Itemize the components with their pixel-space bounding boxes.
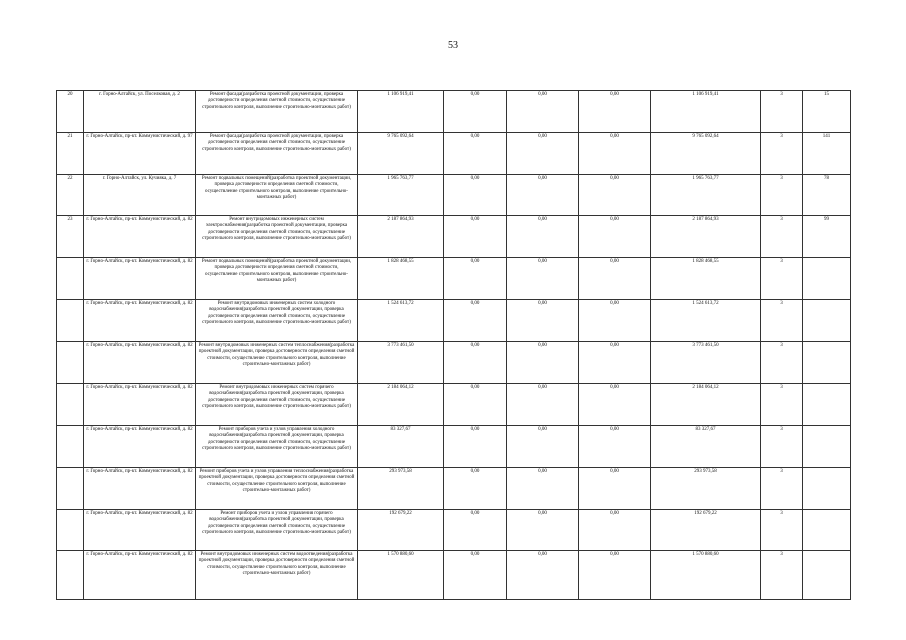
work-description-cell: Ремонт подвальных помещений(разработка проектной документации, проверка достоверности определения сметной стоимости, осуществление строительного контроля, выполнение строительно-монтажных работ) (196, 175, 358, 216)
last-cell (803, 384, 851, 426)
address-cell: г. Горно-Алтайск, пр-кт. Коммунистический, д. 82 (84, 551, 196, 600)
fund-cell-2: 0,00 (507, 300, 579, 342)
row-number (57, 342, 84, 384)
table-row (57, 468, 851, 510)
last-cell (803, 551, 851, 600)
year-cell: 3 (761, 342, 803, 384)
year-cell: 3 (761, 384, 803, 426)
fund-cell-3: 0,00 (579, 258, 651, 300)
table-body (57, 91, 851, 600)
total-cost-cell: 83 327,67 (358, 426, 444, 468)
table-row (57, 91, 851, 133)
last-cell: 99 (803, 216, 851, 258)
owners-funds-cell: 1 965 763,77 (651, 175, 761, 216)
table-row (57, 510, 851, 551)
work-description-cell: Ремонт внутридомовых инженерных систем холодного водоснабжения(разработка проектной документации, проверка достоверности определения сметной стоимости, осуществление строительного контроля, выполнение строительно-монтажных работ) (196, 300, 358, 342)
total-cost-cell: 293 973,58 (358, 468, 444, 510)
fund-cell-1: 0,00 (444, 300, 507, 342)
fund-cell-3: 0,00 (579, 133, 651, 175)
table-row (57, 133, 851, 175)
fund-cell-1: 0,00 (444, 175, 507, 216)
table-row (57, 216, 851, 258)
table-row (57, 342, 851, 384)
fund-cell-3: 0,00 (579, 551, 651, 600)
address-cell: г. Горно-Алтайск, пр-кт. Коммунистический, д. 82 (84, 258, 196, 300)
owners-funds-cell: 2 187 864,93 (651, 216, 761, 258)
fund-cell-1: 0,00 (444, 342, 507, 384)
row-number (57, 510, 84, 551)
owners-funds-cell: 1 570 880,60 (651, 551, 761, 600)
row-number: 20 (57, 91, 84, 133)
year-cell: 3 (761, 300, 803, 342)
total-cost-cell: 9 765 092,64 (358, 133, 444, 175)
table-row (57, 300, 851, 342)
fund-cell-2: 0,00 (507, 426, 579, 468)
row-number (57, 551, 84, 600)
row-number (57, 426, 84, 468)
work-description-cell: Ремонт внутридомовых инженерных систем теплоснабжения(разработка проектной документации, проверка достоверности определения сметной стоимости, осуществление строительного контроля, выполнение строительно-монтажных работ) (196, 342, 358, 384)
last-cell (803, 300, 851, 342)
year-cell: 3 (761, 510, 803, 551)
year-cell: 3 (761, 426, 803, 468)
owners-funds-cell: 9 765 092,64 (651, 133, 761, 175)
owners-funds-cell: 3 773 461,50 (651, 342, 761, 384)
fund-cell-2: 0,00 (507, 342, 579, 384)
fund-cell-1: 0,00 (444, 468, 507, 510)
fund-cell-2: 0,00 (507, 133, 579, 175)
total-cost-cell: 2 187 864,93 (358, 216, 444, 258)
year-cell: 3 (761, 91, 803, 133)
fund-cell-2: 0,00 (507, 258, 579, 300)
address-cell: г. Горно-Алтайск, ул. Поселковая, д. 2 (84, 91, 196, 133)
last-cell (803, 426, 851, 468)
fund-cell-3: 0,00 (579, 300, 651, 342)
row-number (57, 468, 84, 510)
table-row (57, 384, 851, 426)
fund-cell-1: 0,00 (444, 426, 507, 468)
work-description-cell: Ремонт приборов учета и узлов управления холодного водоснабжения(разработка проектной документации, проверка достоверности определения сметной стоимости, осуществление строительного контроля, выполнение строительно-монтажных работ) (196, 426, 358, 468)
fund-cell-2: 0,00 (507, 91, 579, 133)
address-cell: г. Горно-Алтайск, пр-кт. Коммунистический, д. 82 (84, 426, 196, 468)
table-row (57, 175, 851, 216)
address-cell: г. Горно-Алтайск, пр-кт. Коммунистический, д. 82 (84, 300, 196, 342)
fund-cell-1: 0,00 (444, 258, 507, 300)
address-cell: г. Горно-Алтайск, пр-кт. Коммунистический, д. 82 (84, 510, 196, 551)
owners-funds-cell: 2 184 064,12 (651, 384, 761, 426)
total-cost-cell: 1 524 613,72 (358, 300, 444, 342)
total-cost-cell: 1 965 763,77 (358, 175, 444, 216)
year-cell: 3 (761, 175, 803, 216)
fund-cell-2: 0,00 (507, 510, 579, 551)
owners-funds-cell: 293 973,58 (651, 468, 761, 510)
fund-cell-2: 0,00 (507, 175, 579, 216)
year-cell: 3 (761, 468, 803, 510)
table-row (57, 258, 851, 300)
address-cell: г. Горно-Алтайск, пр-кт. Коммунистический, д. 82 (84, 468, 196, 510)
row-number: 23 (57, 216, 84, 258)
address-cell: г. Горно-Алтайск, ул. Кучияка, д. 7 (84, 175, 196, 216)
fund-cell-2: 0,00 (507, 384, 579, 426)
fund-cell-2: 0,00 (507, 551, 579, 600)
fund-cell-2: 0,00 (507, 468, 579, 510)
fund-cell-1: 0,00 (444, 133, 507, 175)
row-number (57, 258, 84, 300)
fund-cell-1: 0,00 (444, 510, 507, 551)
fund-cell-3: 0,00 (579, 510, 651, 551)
owners-funds-cell: 192 679,22 (651, 510, 761, 551)
fund-cell-1: 0,00 (444, 551, 507, 600)
total-cost-cell: 1 828 468,55 (358, 258, 444, 300)
work-description-cell: Ремонт внутридомовых инженерных систем водоотведения(разработка проектной документации, проверка достоверности определения сметной стоимости, осуществление строительного контроля, выполнение строительно-монтажных работ) (196, 551, 358, 600)
fund-cell-3: 0,00 (579, 175, 651, 216)
work-description-cell: Ремонт фасада(разработка проектной документации, проверка достоверности определения сметной стоимости, осуществление строительного контроля, выполнение строительно-монтажных работ) (196, 133, 358, 175)
total-cost-cell: 2 184 064,12 (358, 384, 444, 426)
last-cell (803, 258, 851, 300)
row-number (57, 384, 84, 426)
address-cell: г. Горно-Алтайск, пр-кт. Коммунистический, д. 82 (84, 342, 196, 384)
fund-cell-3: 0,00 (579, 91, 651, 133)
table-row (57, 426, 851, 468)
total-cost-cell: 192 679,22 (358, 510, 444, 551)
work-description-cell: Ремонт фасада(разработка проектной документации, проверка достоверности определения сметной стоимости, осуществление строительного контроля, выполнение строительно-монтажных работ) (196, 91, 358, 133)
address-cell: г. Горно-Алтайск, пр-кт. Коммунистический, д. 82 (84, 216, 196, 258)
address-cell: г. Горно-Алтайск, пр-кт. Коммунистический, д. 82 (84, 384, 196, 426)
address-cell: г. Горно-Алтайск, пр-кт. Коммунистический, д. 97 (84, 133, 196, 175)
year-cell: 3 (761, 216, 803, 258)
total-cost-cell: 1 570 880,60 (358, 551, 444, 600)
work-description-cell: Ремонт подвальных помещений(разработка проектной документации, проверка достоверности определения сметной стоимости, осуществление строительного контроля, выполнение строительно-монтажных работ) (196, 258, 358, 300)
work-description-cell: Ремонт приборов учета и узлов управления горячего водоснабжения(разработка проектной документации, проверка достоверности определения сметной стоимости, осуществление строительного контроля, выполнение строительно-монтажных работ) (196, 510, 358, 551)
work-description-cell: Ремонт внутридомовых инженерных систем электроснабжения(разработка проектной документации, проверка достоверности определения сметной стоимости, осуществление строительного контроля, выполнение строительно-монтажных работ) (196, 216, 358, 258)
total-cost-cell: 1 106 919,41 (358, 91, 444, 133)
fund-cell-1: 0,00 (444, 91, 507, 133)
fund-cell-3: 0,00 (579, 426, 651, 468)
owners-funds-cell: 83 327,67 (651, 426, 761, 468)
fund-cell-3: 0,00 (579, 216, 651, 258)
owners-funds-cell: 1 524 613,72 (651, 300, 761, 342)
last-cell (803, 468, 851, 510)
year-cell: 3 (761, 133, 803, 175)
fund-cell-1: 0,00 (444, 216, 507, 258)
fund-cell-2: 0,00 (507, 216, 579, 258)
fund-cell-3: 0,00 (579, 384, 651, 426)
fund-cell-1: 0,00 (444, 384, 507, 426)
row-number: 21 (57, 133, 84, 175)
last-cell (803, 342, 851, 384)
work-description-cell: Ремонт приборов учета и узлов управления теплоснабжения(разработка проектной документации, проверка достоверности определения сметной стоимости, осуществление строительного контроля, выполнение строительно-монтажных работ) (196, 468, 358, 510)
year-cell: 3 (761, 551, 803, 600)
fund-cell-3: 0,00 (579, 342, 651, 384)
last-cell: 15 (803, 91, 851, 133)
year-cell: 3 (761, 258, 803, 300)
work-description-cell: Ремонт внутридомовых инженерных систем горячего водоснабжения(разработка проектной документации, проверка достоверности определения сметной стоимости, осуществление строительного контроля, выполнение строительно-монтажных работ) (196, 384, 358, 426)
last-cell: 78 (803, 175, 851, 216)
table-row (57, 551, 851, 600)
last-cell: 141 (803, 133, 851, 175)
owners-funds-cell: 1 106 919,41 (651, 91, 761, 133)
fund-cell-3: 0,00 (579, 468, 651, 510)
last-cell (803, 510, 851, 551)
total-cost-cell: 3 773 461,50 (358, 342, 444, 384)
row-number: 22 (57, 175, 84, 216)
row-number (57, 300, 84, 342)
capital-repair-table (56, 90, 851, 600)
page-number: 53 (448, 40, 458, 51)
owners-funds-cell: 1 828 468,55 (651, 258, 761, 300)
